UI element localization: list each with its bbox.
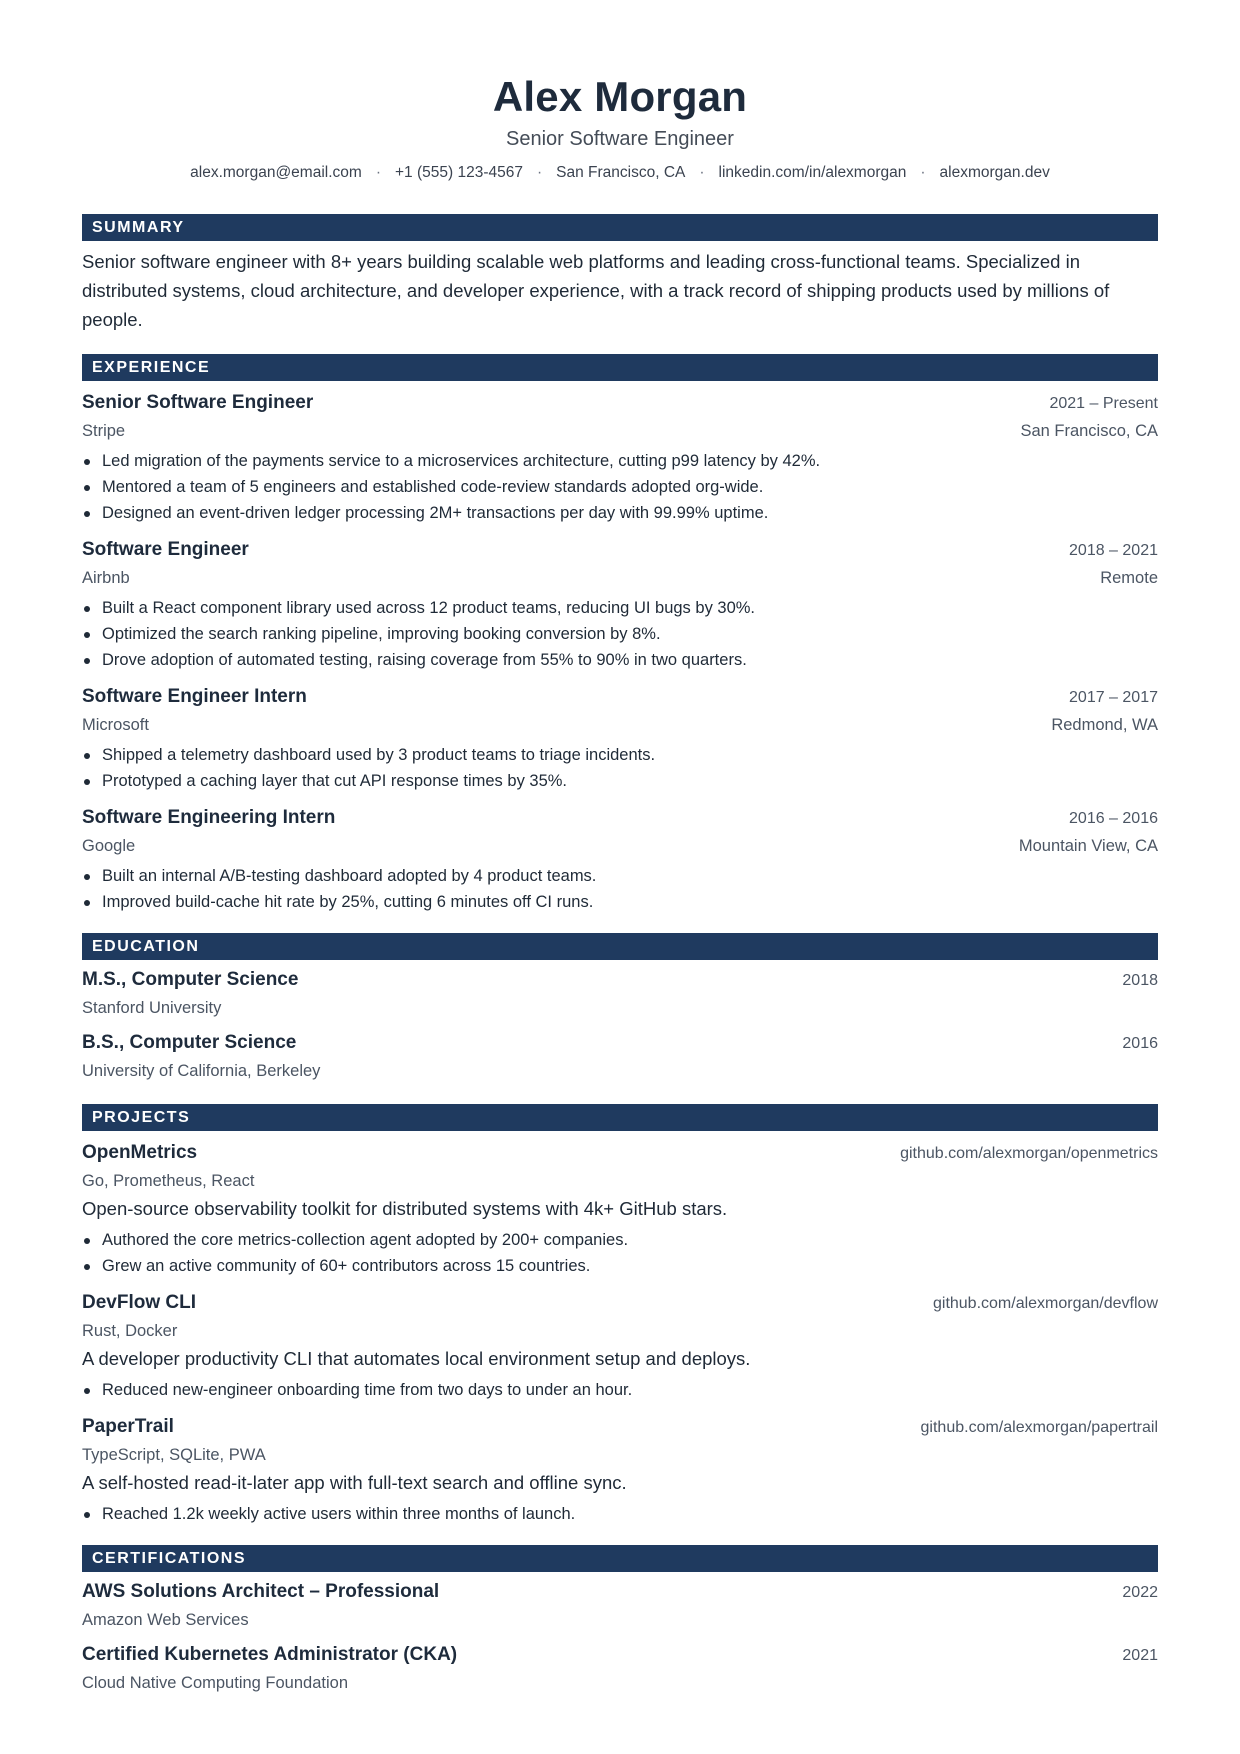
bullet-dot — [84, 511, 90, 517]
bullet-item: Prototyped a caching layer that cut API response times by 35%. — [82, 768, 1158, 794]
candidate-title: Senior Software Engineer — [506, 128, 734, 150]
graduation-year: 2016 — [1122, 1035, 1158, 1052]
bullet-list — [82, 595, 1158, 673]
bullet-item: Drove adoption of automated testing, raising coverage from 55% to 90% in two quarters. — [82, 647, 1158, 673]
project-name: DevFlow CLI — [82, 1292, 197, 1313]
bullet-item: Reduced new-engineer onboarding time from two days to under an hour. — [82, 1377, 1158, 1403]
bullet-item: Shipped a telemetry dashboard used by 3 product teams to triage incidents. — [82, 742, 1158, 768]
certification-name: AWS Solutions Architect – Professional — [82, 1581, 440, 1602]
project-entry — [82, 1289, 1158, 1403]
job-dates: 2021 – Present — [1049, 395, 1158, 412]
section-heading-education: EDUCATION — [82, 933, 1158, 960]
bullet-list — [82, 742, 1158, 794]
bullet-item: Designed an event-driven ledger processing 2M+ transactions per day with 99.99% uptime. — [82, 500, 1158, 526]
bullet-item: Grew an active community of 60+ contributors across 15 countries. — [82, 1253, 1158, 1279]
bullet-item: Authored the core metrics-collection agent adopted by 200+ companies. — [82, 1227, 1158, 1253]
certification-year: 2022 — [1122, 1584, 1158, 1601]
contact-separator: · — [375, 164, 381, 181]
contact-location: San Francisco, CA — [556, 164, 686, 181]
contact-linkedin[interactable]: linkedin.com/in/alexmorgan — [718, 164, 907, 181]
company-name: Airbnb — [82, 569, 130, 587]
degree-name: M.S., Computer Science — [82, 969, 299, 990]
job-dates: 2018 – 2021 — [1069, 542, 1158, 559]
section-heading-projects: PROJECTS — [82, 1104, 1158, 1131]
bullet-item: Led migration of the payments service to a microservices architecture, cutting p99 latency by 42%. — [82, 448, 1158, 474]
contact-email[interactable]: alex.morgan@email.com — [190, 164, 362, 181]
company-name: Stripe — [82, 422, 126, 440]
bullet-dot — [84, 632, 90, 638]
education-entry — [82, 966, 1158, 1021]
project-link[interactable]: github.com/alexmorgan/openmetrics — [900, 1145, 1158, 1162]
project-tech: Go, Prometheus, React — [82, 1172, 255, 1190]
contact-separator: · — [920, 164, 926, 181]
bullet-dot — [84, 1388, 90, 1394]
bullet-list — [82, 1227, 1158, 1279]
project-tech: TypeScript, SQLite, PWA — [82, 1446, 266, 1464]
certification-year: 2021 — [1122, 1647, 1158, 1664]
bullet-list — [82, 1377, 1158, 1403]
company-name: Google — [82, 837, 136, 855]
project-name: OpenMetrics — [82, 1142, 198, 1163]
bullet-list — [82, 448, 1158, 526]
bullet-item: Built a React component library used across 12 product teams, reducing UI bugs by 30%. — [82, 595, 1158, 621]
bullet-dot — [84, 658, 90, 664]
bullet-dot — [84, 1238, 90, 1244]
bullet-dot — [84, 900, 90, 906]
bullet-item: Reached 1.2k weekly active users within three months of launch. — [82, 1501, 1158, 1527]
bullet-dot — [84, 874, 90, 880]
project-description: A developer productivity CLI that automates local environment setup and deploys. — [82, 1348, 751, 1369]
bullet-item: Optimized the search ranking pipeline, improving booking conversion by 8%. — [82, 621, 1158, 647]
experience-entry — [82, 536, 1158, 673]
projects-section — [82, 1104, 1158, 1527]
project-link[interactable]: github.com/alexmorgan/papertrail — [920, 1419, 1158, 1436]
contact-separator: · — [536, 164, 543, 181]
company-name: Microsoft — [82, 716, 149, 734]
job-location: Redmond, WA — [1051, 716, 1158, 734]
resume-header — [82, 0, 1158, 184]
experience-entry — [82, 804, 1158, 915]
job-dates: 2016 – 2016 — [1069, 810, 1158, 827]
section-heading-experience: EXPERIENCE — [82, 354, 1158, 381]
project-description: A self-hosted read-it-later app with full-text search and offline sync. — [82, 1472, 627, 1493]
candidate-name: Alex Morgan — [492, 73, 748, 120]
bullet-dot — [84, 459, 90, 465]
school-name: University of California, Berkeley — [82, 1062, 321, 1080]
job-title: Senior Software Engineer — [82, 392, 314, 413]
experience-section — [82, 354, 1158, 915]
certification-name: Certified Kubernetes Administrator (CKA) — [82, 1644, 458, 1665]
project-entry — [82, 1139, 1158, 1279]
education-section — [82, 933, 1158, 1084]
section-heading-certifications: CERTIFICATIONS — [82, 1545, 1158, 1572]
certification-entry — [82, 1641, 1158, 1696]
project-link[interactable]: github.com/alexmorgan/devflow — [932, 1295, 1158, 1312]
job-dates: 2017 – 2017 — [1069, 689, 1158, 706]
bullet-dot — [84, 1512, 90, 1518]
bullet-dot — [84, 753, 90, 759]
bullet-item: Built an internal A/B-testing dashboard adopted by 4 product teams. — [82, 863, 1158, 889]
experience-entry — [82, 683, 1158, 794]
certification-issuer: Cloud Native Computing Foundation — [82, 1674, 348, 1692]
bullet-list — [82, 863, 1158, 915]
bullet-item: Mentored a team of 5 engineers and established code-review standards adopted org-wide. — [82, 474, 1158, 500]
summary-text: Senior software engineer with 8+ years building scalable web platforms and leading cross-functional teams. Specialized in distributed systems, cloud architecture, and developer experience, with a track record of shipping products used by millions of people. — [82, 251, 1110, 330]
contact-line — [82, 162, 1158, 184]
certifications-section — [82, 1545, 1158, 1696]
bullet-dot — [84, 1264, 90, 1270]
graduation-year: 2018 — [1122, 972, 1158, 989]
contact-phone[interactable]: +1 (555) 123-4567 — [395, 164, 523, 181]
summary-section — [82, 214, 1158, 334]
job-title: Software Engineer — [82, 539, 249, 560]
job-title: Software Engineer Intern — [82, 686, 307, 707]
experience-entry — [82, 389, 1158, 526]
project-tech: Rust, Docker — [82, 1322, 178, 1340]
job-location: Mountain View, CA — [1018, 837, 1158, 855]
bullet-dot — [84, 485, 90, 491]
project-name: PaperTrail — [82, 1416, 174, 1437]
job-title: Software Engineering Intern — [82, 807, 336, 828]
section-heading-summary: SUMMARY — [82, 214, 1158, 241]
certification-entry — [82, 1578, 1158, 1633]
degree-name: B.S., Computer Science — [82, 1032, 297, 1053]
job-location: Remote — [1100, 569, 1158, 587]
contact-separator: · — [699, 164, 705, 181]
project-entry — [82, 1413, 1158, 1527]
bullet-dot — [84, 606, 90, 612]
school-name: Stanford University — [82, 999, 222, 1017]
job-location: San Francisco, CA — [1020, 422, 1158, 440]
education-entry — [82, 1029, 1158, 1084]
bullet-list — [82, 1501, 1158, 1527]
bullet-item: Improved build-cache hit rate by 25%, cutting 6 minutes off CI runs. — [82, 889, 1158, 915]
contact-website[interactable]: alexmorgan.dev — [939, 164, 1050, 181]
certification-issuer: Amazon Web Services — [82, 1611, 249, 1629]
project-description: Open-source observability toolkit for distributed systems with 4k+ GitHub stars. — [82, 1198, 728, 1219]
bullet-dot — [84, 779, 90, 785]
